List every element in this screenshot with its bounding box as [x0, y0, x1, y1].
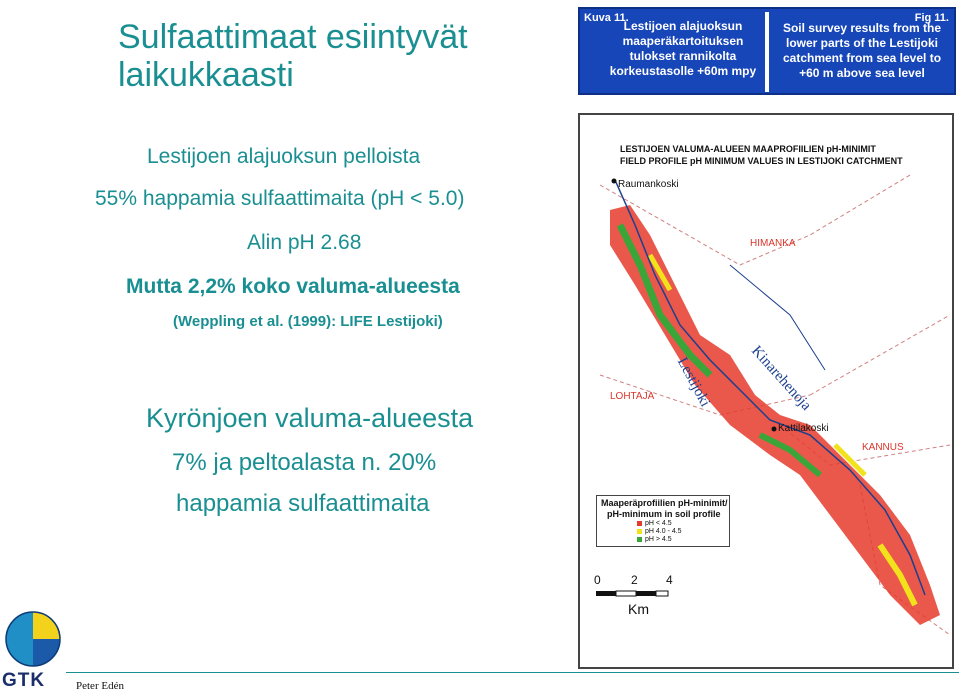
place-lohtaja: LOHTAJA [610, 391, 655, 402]
kyro-line-1: Kyrönjoen valuma-alueesta [146, 403, 474, 433]
legend-item [637, 520, 672, 527]
scale-unit: Km [628, 601, 649, 617]
kattilakoski-dot [772, 427, 777, 432]
banner-text-fi: Lestijoen alajuoksun maaperäkartoituksen tulokset rannikolta korkeustasolle +60m mpy [609, 19, 757, 78]
gtk-globe-icon [4, 610, 62, 668]
place-kannus: KANNUS [862, 442, 904, 453]
scale-bar [594, 573, 684, 623]
author: Peter Edén [76, 680, 124, 692]
place-raumankoski: Raumankoski [618, 179, 679, 190]
legend-label: pH > 4.5 [645, 536, 672, 543]
legend-title-1: Maaperäprofiilien pH-minimit/ [601, 498, 728, 508]
place-himanka: HIMANKA [750, 238, 796, 249]
map-header-2: FIELD PROFILE pH MINIMUM VALUES IN LESTIJOKI CATCHMENT [620, 156, 903, 166]
legend-title-2: pH-minimum in soil profile [607, 509, 721, 519]
figure-banner [578, 7, 956, 95]
gtk-logo-text: GTK [2, 670, 46, 691]
soil-map [578, 113, 954, 669]
legend-swatch-yellow [637, 529, 642, 534]
map-legend [596, 495, 730, 547]
kyro-line-2: 7% ja peltoalasta n. 20% [172, 449, 437, 476]
legend-swatch-green [637, 537, 642, 542]
river-label-lestijoki: Lestijoki [673, 355, 714, 410]
banner-tag-en: Fig 11. [914, 12, 949, 24]
citation-line: (Weppling et al. (1999): LIFE Lestijoki) [173, 313, 443, 330]
legend-item [637, 536, 672, 543]
banner-tag-fi: Kuva 11. [584, 12, 629, 24]
border-line-3 [810, 315, 950, 395]
text-line-3: Alin pH 2.68 [247, 231, 362, 254]
scale-tick-4: 4 [666, 573, 673, 587]
legend-item [637, 528, 682, 535]
legend-title [601, 498, 728, 520]
kinarehenoja-river [730, 265, 825, 370]
map-header [620, 143, 903, 167]
river-label-kinarehenoja: Kinarehenoja [748, 343, 815, 414]
text-line-4: Mutta 2,2% koko valuma-alueesta [126, 275, 460, 298]
banner-text-en: Soil survey results from the lower parts of the Lestijoki catchment from sea level to +60 m above sea level [782, 21, 942, 80]
legend-label: pH < 4.5 [645, 520, 672, 527]
raumankoski-dot [612, 179, 617, 184]
legend-label: pH 4.0 - 4.5 [645, 528, 682, 535]
map-header-1: LESTIJOEN VALUMA-ALUEEN MAAPROFIILIEN pH-MINIMIT [620, 144, 876, 154]
legend-swatch-red [637, 521, 642, 526]
scale-tick-0: 0 [594, 573, 601, 587]
scale-tick-2: 2 [631, 573, 638, 587]
text-line-2: 55% happamia sulfaattimaita (pH < 5.0) [95, 187, 465, 210]
slide-title: Sulfaattimaat esiintyvät laikukkaasti [118, 18, 468, 94]
kyro-line-3: happamia sulfaattimaita [176, 490, 430, 517]
footer-line [66, 672, 959, 673]
text-line-1: Lestijoen alajuoksun pelloista [147, 145, 421, 168]
place-kattilakoski: Kattilakoski [778, 423, 829, 434]
